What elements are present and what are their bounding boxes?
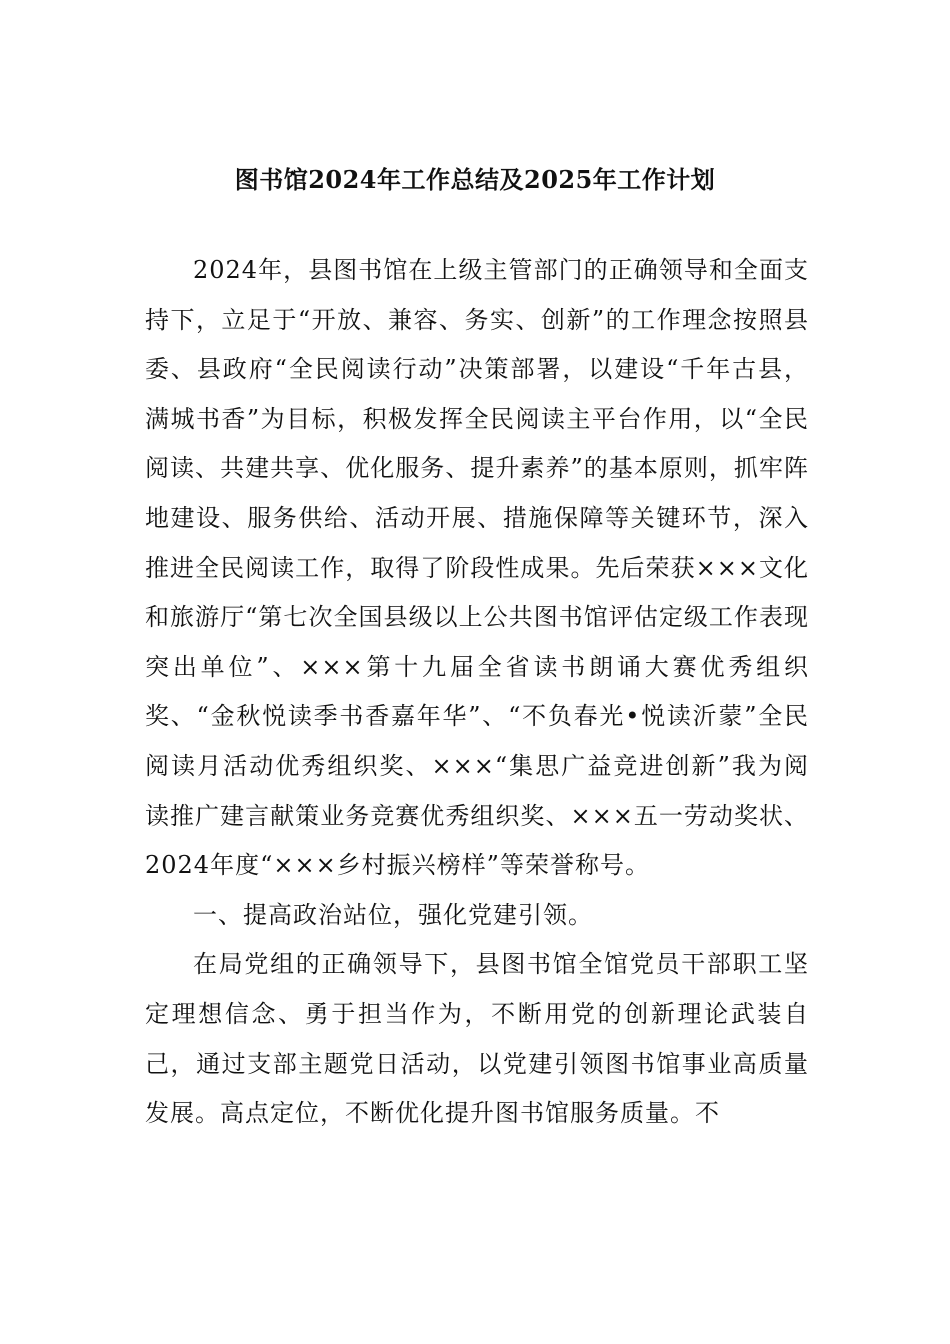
document-title: 图书馆2024年工作总结及2025年工作计划 <box>234 165 716 194</box>
intro-paragraph: 2024年，县图书馆在上级主管部门的正确领导和全面支持下，立足于“开放、兼容、务实、创新”的工作理念按照县委、县政府“全民阅读行动”决策部署，以建设“千年古县，满城书香”为目标，积极发挥全民阅读主平台作用，以“全民阅读、共建共享、优化服务、提升素养”的基本原则，抓牢阵地建设、服务供给、活动开展、措施保障等关键环节，深入推进全民阅读工作，取得了阶段性成果。先后荣获×××文化和旅游厅“第七次全国县级以上公共图书馆评估定级工作表现突出单位”、×××第十九届全省读书朗诵大赛优秀组织奖、“金秋悦读季书香嘉年华”、“不负春光•悦读沂蒙”全民阅读月活动优秀组织奖、×××“集思广益竞进创新”我为阅读推广建言献策业务竞赛优秀组织奖、×××五一劳动奖状、2024年度“×××乡村振兴榜样”等荣誉称号。 <box>145 256 809 880</box>
document-body <box>145 246 809 1139</box>
section-1-paragraph: 在局党组的正确领导下，县图书馆全馆党员干部职工坚定理想信念、勇于担当作为，不断用党的创新理论武装自己，通过支部主题党日活动，以党建引领图书馆事业高质量发展。高点定位，不断优化提升图书馆服务质量。不 <box>145 950 809 1128</box>
section-heading-1: 一、提高政治站位，强化党建引领。 <box>193 900 593 929</box>
